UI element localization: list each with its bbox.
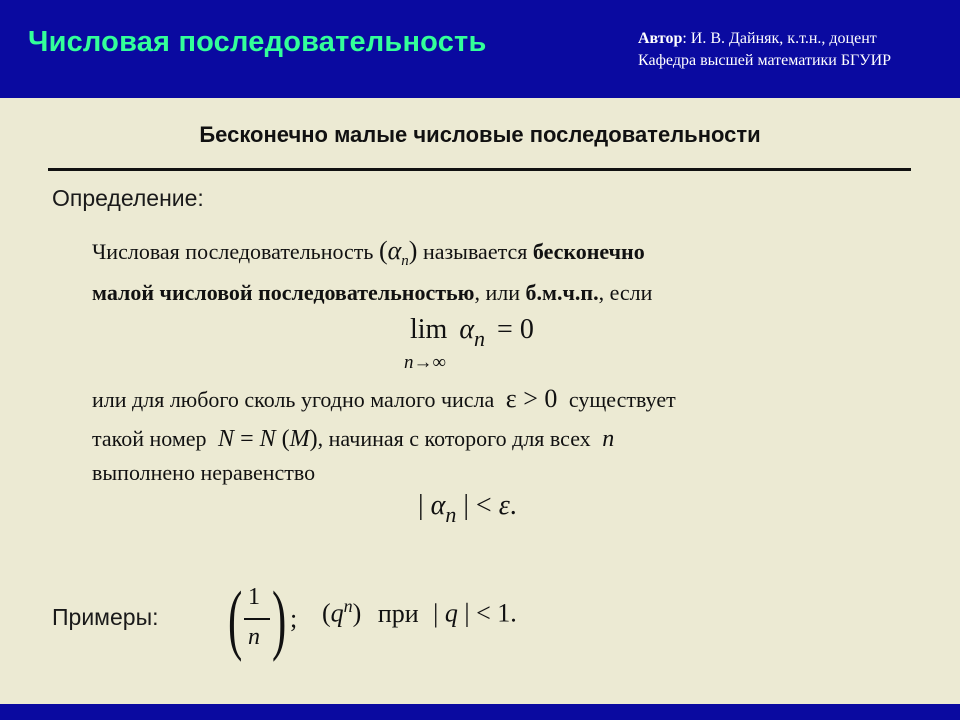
inequality-formula: | $\alpha_n$ | < ε. (418, 490, 517, 527)
number-n-of-m: N = N (M) (218, 426, 318, 452)
epsilon-condition: ε > 0 (505, 384, 558, 413)
limit-formula: lim αn = 0 (410, 314, 534, 351)
sequence-alpha-n: $(\alpha_n)$ (378, 236, 418, 270)
slide-title: Числовая последовательность (28, 26, 487, 58)
definition-line-5: выполнено неравенство (92, 460, 316, 485)
line1-text-a: Числовая последовательность (92, 239, 374, 264)
definition-line-1 (92, 236, 645, 270)
divider (48, 168, 911, 171)
author-name: : И. В. Дайняк, к.т.н., доцент (682, 30, 877, 47)
header-bar (0, 0, 960, 98)
author-line (638, 28, 891, 50)
line4-text-b: , начиная с которого для всех (317, 426, 591, 451)
variable-n: n (602, 426, 615, 452)
line3-text-b: существует (568, 387, 676, 412)
line1-text-b: называется (422, 239, 528, 264)
footer-bar (0, 704, 960, 720)
example-q-power-n: $(q^n)$ при | q | < 1. (322, 596, 517, 628)
author-block (638, 28, 891, 72)
line4-text-a: такой номер (92, 426, 207, 451)
author-label: Автор (638, 30, 683, 47)
line2-bold-2: б.м.ч.п. (525, 280, 599, 305)
examples-label: Примеры: (52, 604, 159, 630)
definition-label: Определение: (52, 185, 204, 211)
line3-text-a: или для любого сколь угодно малого числа (92, 387, 495, 412)
line2-bold-1: малой числовой последовательностью (92, 280, 475, 305)
department-line: Кафедра высшей математики БГУИР (638, 52, 892, 69)
example-one-over-n: ( 1 n ) ; (228, 575, 298, 662)
definition-line-2 (92, 280, 652, 306)
limit-subscript: n→∞ (404, 352, 447, 373)
word-pri: при (377, 598, 419, 628)
line2-mid: , или (474, 280, 521, 305)
line1-bold: бесконечно (532, 239, 645, 264)
section-title: Бесконечно малые числовые последовательности (199, 122, 761, 147)
definition-line-4 (92, 426, 614, 453)
definition-line-3 (92, 384, 676, 414)
line2-end: , если (598, 280, 653, 305)
